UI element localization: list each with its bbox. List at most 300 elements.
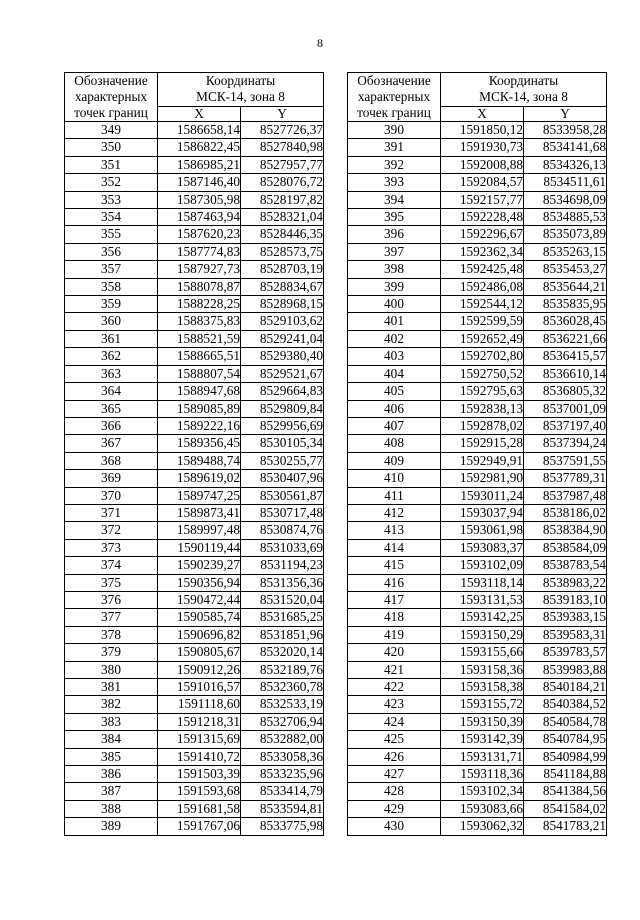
table-row xyxy=(348,626,607,643)
y-coordinate-cell: 8535644,21 xyxy=(524,278,607,295)
point-number-cell: 404 xyxy=(348,365,441,382)
point-number-cell: 365 xyxy=(65,400,158,417)
y-coordinate-cell: 8530717,48 xyxy=(241,504,324,521)
x-coordinate-cell: 1589222,16 xyxy=(158,417,241,434)
x-coordinate-cell: 1589085,89 xyxy=(158,400,241,417)
point-number-cell: 423 xyxy=(348,696,441,713)
y-coordinate-cell: 8535073,89 xyxy=(524,226,607,243)
table-row xyxy=(65,783,324,800)
x-coordinate-cell: 1593118,36 xyxy=(441,766,524,783)
x-coordinate-cell: 1591118,60 xyxy=(158,696,241,713)
table-row xyxy=(65,400,324,417)
point-number-cell: 378 xyxy=(65,626,158,643)
coordinates-header xyxy=(441,73,607,107)
y-coordinate-cell: 8539783,57 xyxy=(524,644,607,661)
x-coordinate-cell: 1593150,29 xyxy=(441,626,524,643)
x-coordinate-cell: 1587774,83 xyxy=(158,243,241,260)
x-coordinate-cell: 1592750,52 xyxy=(441,365,524,382)
x-coordinate-cell: 1592084,57 xyxy=(441,174,524,191)
x-coordinate-cell: 1592795,63 xyxy=(441,383,524,400)
point-number-cell: 384 xyxy=(65,731,158,748)
table-row xyxy=(65,539,324,556)
designation-header xyxy=(65,73,158,122)
designation-line-2: характерных xyxy=(357,89,431,104)
y-coordinate-cell: 8537987,48 xyxy=(524,487,607,504)
table-row xyxy=(65,330,324,347)
table-row xyxy=(348,452,607,469)
point-number-cell: 402 xyxy=(348,330,441,347)
x-coordinate-cell: 1593083,66 xyxy=(441,800,524,817)
y-coordinate-cell: 8538983,22 xyxy=(524,574,607,591)
table-row xyxy=(348,209,607,226)
x-coordinate-cell: 1592296,67 xyxy=(441,226,524,243)
x-coordinate-cell: 1592228,48 xyxy=(441,209,524,226)
y-coordinate-cell: 8536610,14 xyxy=(524,365,607,382)
coordinates-title: Координаты xyxy=(488,73,559,89)
y-coordinate-cell: 8528703,19 xyxy=(241,261,324,278)
x-coordinate-cell: 1592949,91 xyxy=(441,452,524,469)
coordinates-table-left xyxy=(64,72,324,836)
point-number-cell: 368 xyxy=(65,452,158,469)
table-row xyxy=(348,539,607,556)
table-row xyxy=(348,174,607,191)
table-row xyxy=(65,574,324,591)
point-number-cell: 422 xyxy=(348,679,441,696)
table-row xyxy=(348,504,607,521)
point-number-cell: 429 xyxy=(348,800,441,817)
x-coordinate-cell: 1593061,98 xyxy=(441,522,524,539)
table-row xyxy=(65,800,324,817)
y-coordinate-cell: 8532360,78 xyxy=(241,679,324,696)
y-coordinate-cell: 8528573,75 xyxy=(241,243,324,260)
y-coordinate-cell: 8531033,69 xyxy=(241,539,324,556)
x-coordinate-cell: 1592544,12 xyxy=(441,296,524,313)
table-row xyxy=(348,766,607,783)
table-row xyxy=(348,365,607,382)
table-row xyxy=(65,139,324,156)
y-coordinate-cell: 8532533,19 xyxy=(241,696,324,713)
y-coordinate-cell: 8536221,66 xyxy=(524,330,607,347)
x-coordinate-cell: 1587305,98 xyxy=(158,191,241,208)
table-row xyxy=(65,365,324,382)
x-coordinate-cell: 1592878,02 xyxy=(441,417,524,434)
table-row xyxy=(348,313,607,330)
table-row xyxy=(65,696,324,713)
table-row xyxy=(348,400,607,417)
x-coordinate-cell: 1593102,34 xyxy=(441,783,524,800)
y-coordinate-cell: 8539983,88 xyxy=(524,661,607,678)
x-coordinate-cell: 1590356,94 xyxy=(158,574,241,591)
point-number-cell: 430 xyxy=(348,818,441,835)
point-number-cell: 373 xyxy=(65,539,158,556)
table-row xyxy=(65,679,324,696)
point-number-cell: 383 xyxy=(65,713,158,730)
table-row xyxy=(348,243,607,260)
page-number: 8 xyxy=(317,36,323,50)
point-number-cell: 413 xyxy=(348,522,441,539)
x-coordinate-cell: 1587620,23 xyxy=(158,226,241,243)
table-row xyxy=(65,226,324,243)
table-row xyxy=(65,156,324,173)
y-coordinate-cell: 8529521,67 xyxy=(241,365,324,382)
table-row xyxy=(348,818,607,835)
x-coordinate-cell: 1591016,57 xyxy=(158,679,241,696)
y-coordinate-cell: 8537197,40 xyxy=(524,417,607,434)
table-row xyxy=(65,661,324,678)
y-coordinate-cell: 8537591,55 xyxy=(524,452,607,469)
point-number-cell: 381 xyxy=(65,679,158,696)
table-row xyxy=(348,156,607,173)
table-row xyxy=(348,191,607,208)
point-number-cell: 411 xyxy=(348,487,441,504)
table-row xyxy=(348,383,607,400)
y-coordinate-cell: 8532189,76 xyxy=(241,661,324,678)
table-row xyxy=(65,296,324,313)
point-number-cell: 360 xyxy=(65,313,158,330)
point-number-cell: 408 xyxy=(348,435,441,452)
x-coordinate-cell: 1588521,59 xyxy=(158,330,241,347)
x-coordinate-cell: 1593142,25 xyxy=(441,609,524,626)
table-row xyxy=(65,383,324,400)
y-coordinate-cell: 8539183,10 xyxy=(524,591,607,608)
y-coordinate-cell: 8529664,83 xyxy=(241,383,324,400)
point-number-cell: 400 xyxy=(348,296,441,313)
table-row xyxy=(65,435,324,452)
coordinates-header xyxy=(158,73,324,107)
y-coordinate-cell: 8531194,23 xyxy=(241,557,324,574)
x-coordinate-cell: 1593062,32 xyxy=(441,818,524,835)
x-coordinate-cell: 1593083,37 xyxy=(441,539,524,556)
x-coordinate-cell: 1586658,14 xyxy=(158,122,241,139)
table-row xyxy=(65,713,324,730)
y-coordinate-cell: 8530255,77 xyxy=(241,452,324,469)
table-row xyxy=(348,800,607,817)
y-coordinate-cell: 8533594,81 xyxy=(241,800,324,817)
x-coordinate-cell: 1593150,39 xyxy=(441,713,524,730)
point-number-cell: 385 xyxy=(65,748,158,765)
table-row xyxy=(65,243,324,260)
x-coordinate-cell: 1592157,77 xyxy=(441,191,524,208)
x-coordinate-cell: 1586822,45 xyxy=(158,139,241,156)
point-number-cell: 388 xyxy=(65,800,158,817)
point-number-cell: 389 xyxy=(65,818,158,835)
coordinate-system: МСК-14, зона 8 xyxy=(479,89,568,105)
point-number-cell: 369 xyxy=(65,470,158,487)
x-coordinate-cell: 1590239,27 xyxy=(158,557,241,574)
point-number-cell: 375 xyxy=(65,574,158,591)
x-coordinate-cell: 1592652,49 xyxy=(441,330,524,347)
point-number-cell: 392 xyxy=(348,156,441,173)
x-coordinate-cell: 1588078,87 xyxy=(158,278,241,295)
x-coordinate-cell: 1591315,69 xyxy=(158,731,241,748)
table-row xyxy=(348,435,607,452)
designation-header xyxy=(348,73,441,122)
designation-line-2: характерных xyxy=(74,89,148,104)
y-coordinate-cell: 8531851,96 xyxy=(241,626,324,643)
table-row xyxy=(348,348,607,365)
y-coordinate-cell: 8536028,45 xyxy=(524,313,607,330)
x-coordinate-cell: 1592362,34 xyxy=(441,243,524,260)
y-coordinate-cell: 8540984,99 xyxy=(524,748,607,765)
y-coordinate-cell: 8529103,62 xyxy=(241,313,324,330)
table-row xyxy=(65,487,324,504)
point-number-cell: 395 xyxy=(348,209,441,226)
table-row xyxy=(65,278,324,295)
point-number-cell: 386 xyxy=(65,766,158,783)
table-row xyxy=(65,452,324,469)
table-row xyxy=(348,713,607,730)
point-number-cell: 390 xyxy=(348,122,441,139)
y-coordinate-cell: 8535453,27 xyxy=(524,261,607,278)
x-coordinate-cell: 1592838,13 xyxy=(441,400,524,417)
x-coordinate-cell: 1593158,36 xyxy=(441,661,524,678)
y-coordinate-cell: 8529241,04 xyxy=(241,330,324,347)
x-coordinate-cell: 1593102,09 xyxy=(441,557,524,574)
point-number-cell: 427 xyxy=(348,766,441,783)
point-number-cell: 405 xyxy=(348,383,441,400)
x-coordinate-cell: 1591503,39 xyxy=(158,766,241,783)
point-number-cell: 377 xyxy=(65,609,158,626)
y-coordinate-cell: 8533235,96 xyxy=(241,766,324,783)
table-row xyxy=(65,748,324,765)
y-coordinate-cell: 8538584,09 xyxy=(524,539,607,556)
x-coordinate-cell: 1591218,31 xyxy=(158,713,241,730)
x-coordinate-cell: 1588228,25 xyxy=(158,296,241,313)
point-number-cell: 371 xyxy=(65,504,158,521)
x-coordinate-cell: 1587146,40 xyxy=(158,174,241,191)
x-coordinate-cell: 1591930,73 xyxy=(441,139,524,156)
x-coordinate-cell: 1590119,44 xyxy=(158,539,241,556)
designation-line-3: точек границ xyxy=(357,105,431,120)
y-coordinate-cell: 8529809,84 xyxy=(241,400,324,417)
y-coordinate-cell: 8532020,14 xyxy=(241,644,324,661)
table-row xyxy=(65,818,324,835)
coordinate-system: МСК-14, зона 8 xyxy=(196,89,285,105)
point-number-cell: 350 xyxy=(65,139,158,156)
table-row xyxy=(65,609,324,626)
x-coordinate-cell: 1592702,80 xyxy=(441,348,524,365)
y-column-header: Y xyxy=(524,106,607,121)
table-row xyxy=(65,644,324,661)
point-number-cell: 397 xyxy=(348,243,441,260)
point-number-cell: 396 xyxy=(348,226,441,243)
x-coordinate-cell: 1590805,67 xyxy=(158,644,241,661)
x-coordinate-cell: 1593131,53 xyxy=(441,591,524,608)
point-number-cell: 374 xyxy=(65,557,158,574)
table-row xyxy=(65,348,324,365)
y-coordinate-cell: 8541783,21 xyxy=(524,818,607,835)
y-coordinate-cell: 8538783,54 xyxy=(524,557,607,574)
y-coordinate-cell: 8535263,15 xyxy=(524,243,607,260)
table-row xyxy=(65,313,324,330)
table-row xyxy=(348,487,607,504)
point-number-cell: 428 xyxy=(348,783,441,800)
y-coordinate-cell: 8539383,15 xyxy=(524,609,607,626)
table-row xyxy=(348,748,607,765)
point-number-cell: 372 xyxy=(65,522,158,539)
y-coordinate-cell: 8537001,09 xyxy=(524,400,607,417)
point-number-cell: 416 xyxy=(348,574,441,591)
table-row xyxy=(348,574,607,591)
point-number-cell: 424 xyxy=(348,713,441,730)
x-coordinate-cell: 1592981,90 xyxy=(441,470,524,487)
point-number-cell: 425 xyxy=(348,731,441,748)
point-number-cell: 355 xyxy=(65,226,158,243)
x-coordinate-cell: 1592599,59 xyxy=(441,313,524,330)
y-coordinate-cell: 8541384,56 xyxy=(524,783,607,800)
x-coordinate-cell: 1587927,73 xyxy=(158,261,241,278)
table-row xyxy=(65,261,324,278)
table-row xyxy=(348,417,607,434)
y-coordinate-cell: 8534141,68 xyxy=(524,139,607,156)
table-row xyxy=(348,591,607,608)
point-number-cell: 358 xyxy=(65,278,158,295)
x-coordinate-cell: 1593158,38 xyxy=(441,679,524,696)
point-number-cell: 361 xyxy=(65,330,158,347)
x-coordinate-cell: 1588375,83 xyxy=(158,313,241,330)
y-coordinate-cell: 8528076,72 xyxy=(241,174,324,191)
x-coordinate-cell: 1589747,25 xyxy=(158,487,241,504)
x-coordinate-cell: 1589619,02 xyxy=(158,470,241,487)
x-coordinate-cell: 1591850,12 xyxy=(441,122,524,139)
x-coordinate-cell: 1589356,45 xyxy=(158,435,241,452)
point-number-cell: 415 xyxy=(348,557,441,574)
point-number-cell: 349 xyxy=(65,122,158,139)
point-number-cell: 363 xyxy=(65,365,158,382)
point-number-cell: 353 xyxy=(65,191,158,208)
x-coordinate-cell: 1590585,74 xyxy=(158,609,241,626)
y-coordinate-cell: 8534698,09 xyxy=(524,191,607,208)
x-column-header: X xyxy=(158,106,241,121)
y-coordinate-cell: 8531685,25 xyxy=(241,609,324,626)
y-coordinate-cell: 8537789,31 xyxy=(524,470,607,487)
point-number-cell: 394 xyxy=(348,191,441,208)
table-row xyxy=(348,122,607,139)
point-number-cell: 409 xyxy=(348,452,441,469)
table-row xyxy=(65,209,324,226)
x-column-header: X xyxy=(441,106,524,121)
point-number-cell: 387 xyxy=(65,783,158,800)
coordinates-title: Координаты xyxy=(205,73,276,89)
point-number-cell: 376 xyxy=(65,591,158,608)
point-number-cell: 403 xyxy=(348,348,441,365)
x-coordinate-cell: 1592008,88 xyxy=(441,156,524,173)
y-coordinate-cell: 8528321,04 xyxy=(241,209,324,226)
y-coordinate-cell: 8527840,98 xyxy=(241,139,324,156)
y-coordinate-cell: 8534885,53 xyxy=(524,209,607,226)
x-coordinate-cell: 1589873,41 xyxy=(158,504,241,521)
x-coordinate-cell: 1591767,06 xyxy=(158,818,241,835)
y-coordinate-cell: 8538384,90 xyxy=(524,522,607,539)
x-coordinate-cell: 1590912,26 xyxy=(158,661,241,678)
designation-line-3: точек границ xyxy=(74,105,148,120)
x-coordinate-cell: 1593131,71 xyxy=(441,748,524,765)
table-row xyxy=(65,122,324,139)
y-coordinate-cell: 8534326,13 xyxy=(524,156,607,173)
point-number-cell: 391 xyxy=(348,139,441,156)
point-number-cell: 414 xyxy=(348,539,441,556)
x-coordinate-cell: 1592486,08 xyxy=(441,278,524,295)
table-row xyxy=(65,504,324,521)
y-coordinate-cell: 8540584,78 xyxy=(524,713,607,730)
point-number-cell: 382 xyxy=(65,696,158,713)
x-coordinate-cell: 1591593,68 xyxy=(158,783,241,800)
point-number-cell: 380 xyxy=(65,661,158,678)
table-row xyxy=(65,626,324,643)
point-number-cell: 367 xyxy=(65,435,158,452)
table-row xyxy=(348,226,607,243)
y-coordinate-cell: 8529380,40 xyxy=(241,348,324,365)
coordinates-table-right xyxy=(347,72,607,836)
table-body-left xyxy=(65,122,324,836)
point-number-cell: 412 xyxy=(348,504,441,521)
table-row xyxy=(348,470,607,487)
x-coordinate-cell: 1593155,66 xyxy=(441,644,524,661)
y-coordinate-cell: 8540384,52 xyxy=(524,696,607,713)
y-coordinate-cell: 8540784,95 xyxy=(524,731,607,748)
x-coordinate-cell: 1591681,58 xyxy=(158,800,241,817)
x-coordinate-cell: 1593155,72 xyxy=(441,696,524,713)
y-coordinate-cell: 8530561,87 xyxy=(241,487,324,504)
x-coordinate-cell: 1590696,82 xyxy=(158,626,241,643)
point-number-cell: 401 xyxy=(348,313,441,330)
point-number-cell: 359 xyxy=(65,296,158,313)
y-coordinate-cell: 8530407,96 xyxy=(241,470,324,487)
y-coordinate-cell: 8532882,00 xyxy=(241,731,324,748)
point-number-cell: 366 xyxy=(65,417,158,434)
y-coordinate-cell: 8530105,34 xyxy=(241,435,324,452)
point-number-cell: 364 xyxy=(65,383,158,400)
point-number-cell: 354 xyxy=(65,209,158,226)
table-row xyxy=(348,139,607,156)
x-coordinate-cell: 1593011,24 xyxy=(441,487,524,504)
point-number-cell: 351 xyxy=(65,156,158,173)
table-row xyxy=(348,330,607,347)
y-coordinate-cell: 8539583,31 xyxy=(524,626,607,643)
table-row xyxy=(65,522,324,539)
table-row xyxy=(348,296,607,313)
table-row xyxy=(348,522,607,539)
x-coordinate-cell: 1588665,51 xyxy=(158,348,241,365)
y-coordinate-cell: 8533058,36 xyxy=(241,748,324,765)
designation-line-1: Обозначение xyxy=(74,73,148,88)
y-coordinate-cell: 8541184,88 xyxy=(524,766,607,783)
point-number-cell: 352 xyxy=(65,174,158,191)
table-row xyxy=(348,731,607,748)
y-coordinate-cell: 8530874,76 xyxy=(241,522,324,539)
point-number-cell: 362 xyxy=(65,348,158,365)
y-coordinate-cell: 8541584,02 xyxy=(524,800,607,817)
point-number-cell: 356 xyxy=(65,243,158,260)
table-row xyxy=(65,191,324,208)
point-number-cell: 420 xyxy=(348,644,441,661)
y-coordinate-cell: 8540184,21 xyxy=(524,679,607,696)
y-coordinate-cell: 8528197,82 xyxy=(241,191,324,208)
x-coordinate-cell: 1593037,94 xyxy=(441,504,524,521)
table-body-right xyxy=(348,122,607,836)
table-row xyxy=(348,696,607,713)
x-coordinate-cell: 1586985,21 xyxy=(158,156,241,173)
y-coordinate-cell: 8528446,35 xyxy=(241,226,324,243)
y-coordinate-cell: 8527957,77 xyxy=(241,156,324,173)
y-coordinate-cell: 8527726,37 xyxy=(241,122,324,139)
table-row xyxy=(348,278,607,295)
table-row xyxy=(348,679,607,696)
y-coordinate-cell: 8532706,94 xyxy=(241,713,324,730)
point-number-cell: 426 xyxy=(348,748,441,765)
point-number-cell: 419 xyxy=(348,626,441,643)
designation-line-1: Обозначение xyxy=(357,73,431,88)
